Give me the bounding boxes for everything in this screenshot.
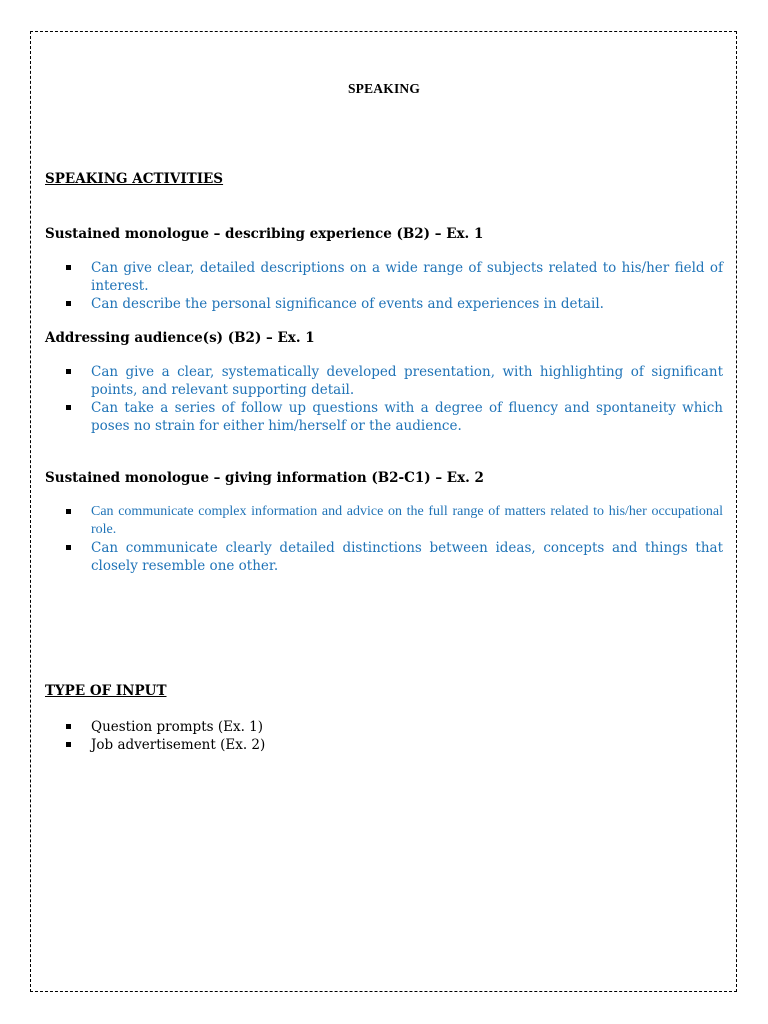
type-of-input-heading: TYPE OF INPUT — [45, 683, 167, 699]
bullet-square-icon — [66, 545, 71, 550]
input-list — [66, 718, 723, 754]
input-item-text: Question prompts (Ex. 1) — [91, 719, 264, 735]
descriptor-list-describing-experience — [66, 259, 723, 313]
descriptor-text: Can give clear, detailed descriptions on a wide range of subjects related to his/her field of interest. — [91, 260, 723, 294]
list-item — [66, 539, 723, 575]
descriptor-text: Can describe the personal significance of events and experiences in detail. — [91, 296, 604, 312]
bullet-square-icon — [66, 301, 71, 306]
list-item — [66, 503, 723, 539]
bullet-square-icon — [66, 724, 71, 729]
section-heading-describing-experience: Sustained monologue – describing experience (B2) – Ex. 1 — [45, 226, 484, 242]
descriptor-text: Can communicate complex information and advice on the full range of matters related to his/her occupational role. — [91, 504, 723, 537]
speaking-activities-heading: SPEAKING ACTIVITIES — [45, 171, 224, 187]
descriptor-list-addressing-audience — [66, 363, 723, 435]
bullet-square-icon — [66, 405, 71, 410]
bullet-square-icon — [66, 742, 71, 747]
descriptor-text: Can give a clear, systematically developed presentation, with highlighting of significant points, and relevant supporting detail. — [91, 364, 723, 398]
bullet-square-icon — [66, 369, 71, 374]
descriptor-list-giving-information — [66, 503, 723, 575]
bullet-square-icon — [66, 509, 71, 514]
section-heading-giving-information: Sustained monologue – giving information (B2-C1) – Ex. 2 — [45, 470, 484, 486]
list-item — [66, 295, 723, 313]
bullet-square-icon — [66, 265, 71, 270]
list-item — [66, 736, 723, 754]
input-item-text: Job advertisement (Ex. 2) — [91, 737, 266, 753]
list-item — [66, 718, 723, 736]
descriptor-text: Can communicate clearly detailed distinctions between ideas, concepts and things that closely resemble one other. — [91, 540, 723, 574]
list-item — [66, 399, 723, 435]
section-heading-addressing-audience: Addressing audience(s) (B2) – Ex. 1 — [45, 330, 315, 346]
descriptor-text: Can take a series of follow up questions with a degree of fluency and spontaneity which poses no strain for either him/herself or the audience. — [91, 400, 723, 434]
list-item — [66, 363, 723, 399]
list-item — [66, 259, 723, 295]
page-title: SPEAKING — [347, 81, 421, 96]
